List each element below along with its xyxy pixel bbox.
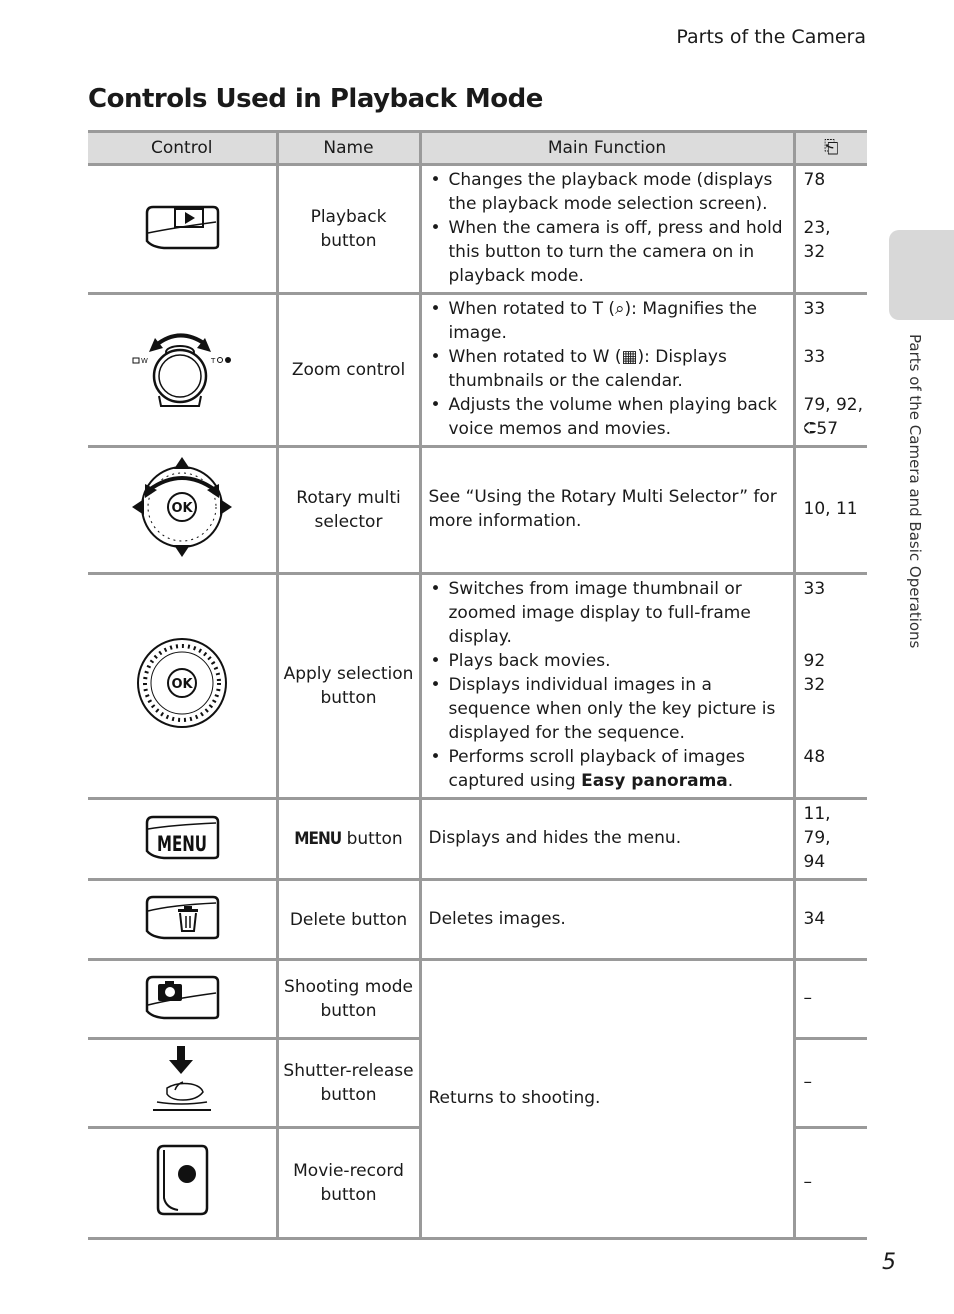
name-cell: Shutter-release button (277, 1039, 420, 1128)
shutter-release-button-icon (147, 1044, 217, 1116)
page-number: 5 (882, 1250, 896, 1275)
reference-cell: 11, 79, 94 (794, 799, 867, 880)
svg-text:MENU: MENU (156, 831, 207, 856)
table-row (88, 294, 867, 447)
reference-cell: – (794, 1128, 867, 1239)
reference-cell: 78 23, 32 (794, 165, 867, 294)
movie-record-button-icon (152, 1142, 212, 1218)
function-item: • Plays back movies. (429, 649, 787, 673)
svg-text:T: T (210, 356, 216, 365)
page-title: Controls Used in Playback Mode (88, 84, 543, 114)
function-cell: Returns to shooting. (420, 960, 794, 1239)
table-row (88, 799, 867, 880)
delete-button-icon (142, 891, 222, 941)
playback-button-icon (142, 201, 222, 251)
name-cell: Delete button (277, 880, 420, 960)
control-cell (88, 799, 277, 880)
svg-text:OK: OK (171, 500, 193, 516)
table-row (88, 165, 867, 294)
control-cell (88, 880, 277, 960)
name-cell: Shooting mode button (277, 960, 420, 1039)
function-cell: Displays and hides the menu. (420, 799, 794, 880)
function-item: • When rotated to W (▦): Displays thumbnails or the calendar. (429, 345, 787, 393)
function-cell (420, 165, 794, 294)
svg-text:OK: OK (171, 676, 193, 692)
easy-panorama-term: Easy panorama (581, 771, 728, 791)
table-row (88, 880, 867, 960)
table-header-row (88, 132, 867, 165)
reference-cell: – (794, 1039, 867, 1128)
menu-button-icon (142, 811, 222, 861)
name-cell: Apply selection button (277, 574, 420, 799)
column-header-name: Name (277, 132, 420, 165)
function-item: • Adjusts the volume when playing back voice memos and movies. (429, 393, 787, 441)
svg-text:W: W (140, 356, 148, 365)
control-cell (88, 447, 277, 574)
function-item: • When rotated to T (⌕): Magnifies the image. (429, 297, 787, 345)
control-cell (88, 294, 277, 447)
function-item: • Changes the playback mode (displays the playback mode selection screen). (429, 168, 787, 216)
column-header-control: Control (88, 132, 277, 165)
control-cell (88, 165, 277, 294)
menu-glyph: MENU (294, 829, 342, 849)
apply-selection-button-icon (134, 635, 230, 731)
name-text: button (346, 829, 403, 849)
function-cell (420, 574, 794, 799)
table-row (88, 574, 867, 799)
book-icon: ⎗ (824, 137, 839, 158)
function-cell: Deletes images. (420, 880, 794, 960)
reference-cell: 33 33 79, 92, ⮈57 (794, 294, 867, 447)
name-cell: Rotary multi selector (277, 447, 420, 574)
reference-cell: 34 (794, 880, 867, 960)
table-row (88, 447, 867, 574)
control-cell (88, 1128, 277, 1239)
reference-cell: 10, 11 (794, 447, 867, 574)
control-cell (88, 574, 277, 799)
rotary-multi-selector-icon (127, 454, 237, 560)
function-cell: See “Using the Rotary Multi Selector” for more information. (420, 447, 794, 574)
function-item (429, 745, 787, 793)
shooting-mode-button-icon (142, 971, 222, 1021)
function-cell (420, 294, 794, 447)
zoom-control-icon (127, 322, 237, 412)
control-cell (88, 1039, 277, 1128)
controls-table (88, 130, 867, 1240)
function-item: • Displays individual images in a sequence when only the key picture is displayed for the sequence. (429, 673, 787, 745)
table-row (88, 960, 867, 1039)
function-text: Performs scroll playback of images captured using (448, 747, 745, 791)
control-cell (88, 960, 277, 1039)
side-tab[interactable] (889, 230, 954, 320)
name-cell: Playback button (277, 165, 420, 294)
side-tab-label: Parts of the Camera and Basic Operations (906, 334, 924, 649)
column-header-function: Main Function (420, 132, 794, 165)
reference-cell: 33 92 32 48 (794, 574, 867, 799)
function-text: . (727, 771, 734, 791)
function-item: • Switches from image thumbnail or zoomed image display to full-frame display. (429, 577, 787, 649)
name-cell: Zoom control (277, 294, 420, 447)
name-cell: Movie-record button (277, 1128, 420, 1239)
name-cell (277, 799, 420, 880)
reference-cell: – (794, 960, 867, 1039)
section-header: Parts of the Camera (676, 26, 866, 48)
column-header-reference (794, 132, 867, 165)
function-item: • When the camera is off, press and hold this button to turn the camera on in playback mode. (429, 216, 787, 288)
